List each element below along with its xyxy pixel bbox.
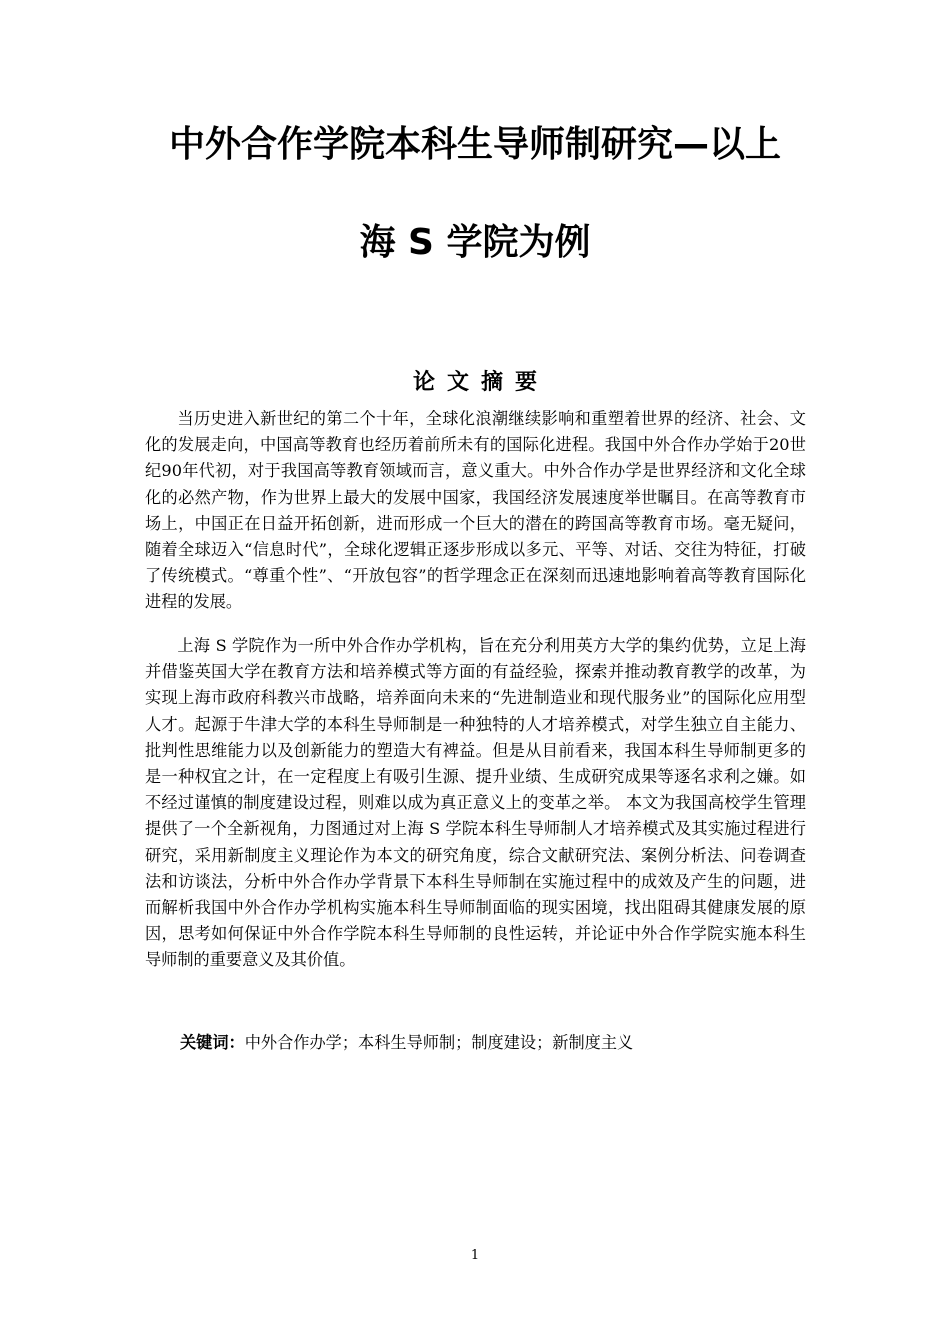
abstract-heading: 论文摘要 — [412, 370, 549, 395]
keywords-text: 中外合作办学；本科生导师制；制度建设；新制度主义 — [244, 1033, 634, 1052]
paragraph-text: 上海 S 学院作为一所中外合作办学机构，旨在充分利用英方大学的集约优势，立足上海并借鉴英国大学在教育方法和培养模式等方面的有益经验，探索并推动教育教学的改革，为实现上海市政府科教兴市战略，培养面向未来的“先进制造业和现代服务业”的国际化应用型人才。起源于牛津大学的本科生导师制是一种独特的人才培养模式，对学生独立自主能力、批判性思维能力以及创新能力的塑造大有裨益。但是从目前看来，我国本科生导师制更多的是一种权宜之计，在一定程度上有吸引生源、提升业绩、生成研究成果等逐名求利之嫌。如不经过谨慎的制度建设过程，则难以成为真正意义上的变革之举。 本文为我国高校学生管理提供了一个全新视角，力图通过对上海 S 学院本科生导师制人才培养模式及其实施过程进行研究，采用新制度主义理论作为本文的研究角度，综合文献研究法、案例分析法、问卷调查法和访谈法，分析中外合作办学背景下本科生导师制在实施过程中的成效及产生的问题，进而解析我国中外合作办学机构实施本科生导师制面临的现实困境，找出阻碍其健康发展的原因，思考如何保证中外合作学院本科生导师制的良性运转，并论证中外合作学院实施本科生导师制的重要意义及其价值。 — [145, 636, 806, 970]
paragraph-text: 当历史进入新世纪的第二个十年，全球化浪潮继续影响和重塑着世界的经济、社会、文化的发展走向，中国高等教育也经历着前所未有的国际化进程。我国中外合作办学始于20世纪90年代初，对于我国高等教育领域而言，意义重大。中外合作办学是世界经济和文化全球化的必然产物，作为世界上最大的发展中国家，我国经济发展速度举世瞩目。在高等教育市场上，中国正在日益开拓创新，进而形成一个巨大的潜在的跨国高等教育市场。毫无疑问，随着全球迈入“信息时代”，全球化逻辑正逐步形成以多元、平等、对话、交往为特征，打破了传统模式。“尊重个性”、“开放包容”的哲学理念正在深刻而迅速地影响着高等教育国际化进程的发展。 — [145, 409, 806, 612]
abstract-paragraph-1 — [145, 406, 806, 616]
document-title-line-2: 海 S 学院为例 — [359, 222, 591, 263]
keywords-label: 关键词： — [180, 1033, 245, 1052]
page-number: 1 — [470, 1248, 480, 1263]
abstract-paragraph-2 — [145, 633, 806, 974]
document-title-line-1: 中外合作学院本科生导师制研究—以上 — [168, 124, 781, 165]
keywords-line — [180, 1030, 806, 1056]
